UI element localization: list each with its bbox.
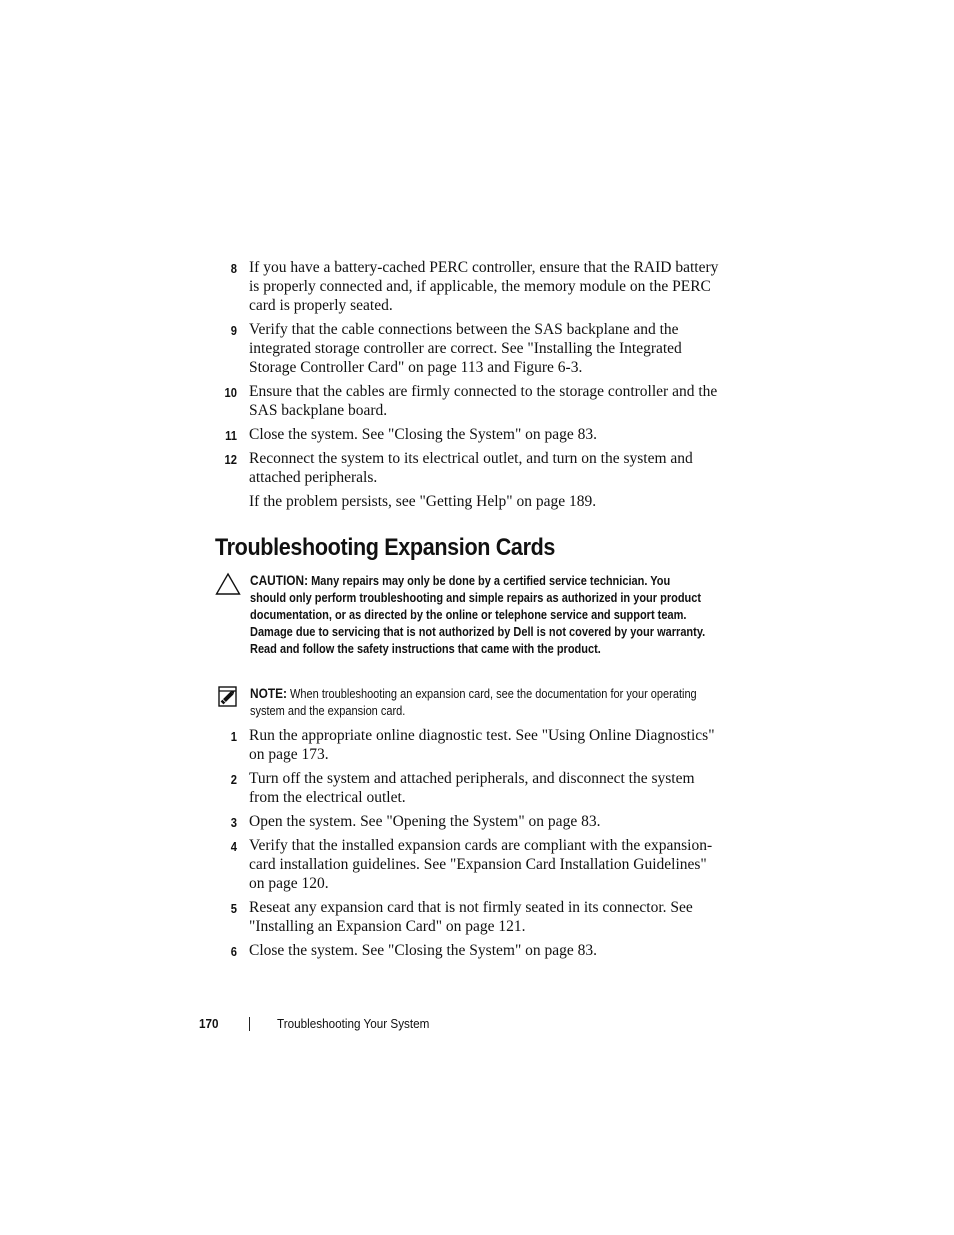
list-item [212, 941, 732, 960]
step-text: Verify that the installed expansion cards are compliant with the expansion-card installation guidelines. See "Expansion Card Installation Guidelines" on page 120. [249, 837, 713, 892]
step-number: 4 [230, 839, 237, 854]
note-text: When troubleshooting an expansion card, see the documentation for your operating system and the expansion card. [250, 687, 697, 718]
step-number: 5 [230, 901, 237, 916]
list-item [212, 449, 722, 487]
step-number: 10 [224, 385, 237, 400]
bottom-step-list [212, 726, 732, 965]
list-item [212, 320, 722, 377]
step-text: Ensure that the cables are firmly connected to the storage controller and the SAS backplane board. [249, 383, 718, 419]
step-text: Reseat any expansion card that is not firmly seated in its connector. See "Installing an Expansion Card" on page 121. [249, 899, 693, 935]
list-item [212, 898, 732, 936]
list-item [212, 726, 732, 764]
caution-callout [215, 572, 715, 658]
note-label: NOTE: [250, 686, 287, 701]
follow-up-paragraph: If the problem persists, see "Getting Help" on page 189. [249, 493, 597, 510]
chapter-title: Troubleshooting Your System [277, 1016, 430, 1031]
top-step-list [212, 258, 722, 511]
step-text: Verify that the cable connections between the SAS backplane and the integrated storage controller are correct. See "Installing the Integrated Storage Controller Card" on page 113 and Figure 6-3. [249, 321, 682, 376]
page-number: 170 [199, 1016, 219, 1031]
step-number: 2 [230, 772, 237, 787]
list-item [212, 425, 722, 444]
step-number: 12 [224, 452, 237, 467]
step-number: 6 [230, 944, 237, 959]
list-item [212, 836, 732, 893]
list-item [212, 258, 722, 315]
list-item [212, 812, 732, 831]
section-heading: Troubleshooting Expansion Cards [215, 534, 556, 561]
footer-divider [249, 1017, 250, 1031]
caution-triangle-icon [215, 572, 241, 596]
step-number: 1 [230, 729, 237, 744]
list-item [212, 382, 722, 420]
note-callout [215, 685, 715, 720]
step-text: Close the system. See "Closing the System" on page 83. [249, 426, 598, 443]
page-footer [199, 1014, 599, 1034]
note-text-block [250, 685, 716, 720]
step-text: Run the appropriate online diagnostic test. See "Using Online Diagnostics" on page 173. [249, 727, 715, 763]
step-text: Close the system. See "Closing the System" on page 83. [249, 942, 598, 959]
step-number: 9 [230, 323, 237, 338]
list-item [212, 769, 732, 807]
step-text: Reconnect the system to its electrical outlet, and turn on the system and attached peripherals. [249, 450, 693, 486]
caution-label: CAUTION: [250, 573, 309, 588]
note-pencil-icon [215, 685, 241, 709]
step-text: Open the system. See "Opening the System" on page 83. [249, 813, 601, 830]
caution-text-block [250, 572, 708, 658]
step-text: If you have a battery-cached PERC controller, ensure that the RAID battery is properly connected and, if applicable, the memory module on the PERC card is properly seated. [249, 259, 719, 314]
step-number: 3 [230, 815, 237, 830]
caution-text: Many repairs may only be done by a certified service technician. You should only perform troubleshooting and simple repairs as authorized in your product documentation, or as directed by the online or telephone service and support team. Damage due to servicing that is not authorized by Dell is not covered by your warranty. Read and follow the safety instructions that came with the product. [250, 574, 706, 656]
step-text: Turn off the system and attached peripherals, and disconnect the system from the electrical outlet. [249, 770, 695, 806]
step-number: 11 [225, 428, 237, 443]
step-number: 8 [230, 261, 237, 276]
